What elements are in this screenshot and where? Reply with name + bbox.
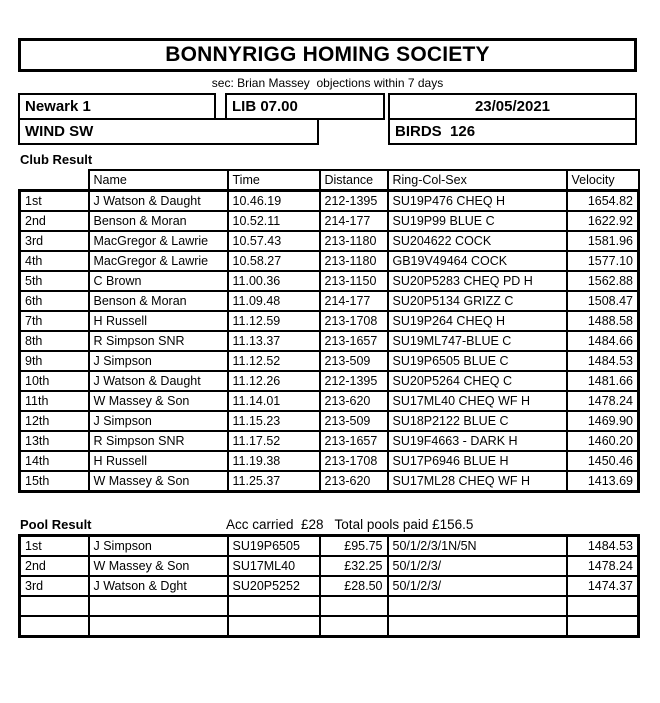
- column-header-name: Name: [89, 170, 228, 191]
- liberation-time-box: LIB 07.00: [225, 93, 385, 120]
- column-header-distance: Distance: [320, 170, 388, 191]
- pool-result-label: Pool Result: [20, 517, 92, 532]
- distance-cell: 213-509: [320, 411, 388, 431]
- fancier-name-cell: MacGregor & Lawrie: [89, 251, 228, 271]
- velocity-cell: 1469.90: [567, 411, 639, 431]
- distance-cell: 213-1708: [320, 311, 388, 331]
- table-row: [20, 556, 639, 576]
- column-header-time: Time: [228, 170, 320, 191]
- time-cell: 11.14.01: [228, 391, 320, 411]
- distance-cell: 212-1395: [320, 191, 388, 212]
- winnings-cell: £95.75: [320, 536, 388, 557]
- time-cell: 11.12.52: [228, 351, 320, 371]
- position-cell: 1st: [20, 191, 89, 212]
- position-cell: 1st: [20, 536, 89, 557]
- table-row: [20, 391, 639, 411]
- velocity-cell: 1413.69: [567, 471, 639, 492]
- ring-cell: SU17ML40: [228, 556, 320, 576]
- fancier-name-cell: MacGregor & Lawrie: [89, 231, 228, 251]
- result-sheet: [18, 38, 637, 638]
- distance-cell: 213-509: [320, 351, 388, 371]
- table-row: [20, 411, 639, 431]
- ring-cell: [228, 616, 320, 637]
- velocity-cell: 1484.53: [567, 351, 639, 371]
- table-row: [20, 251, 639, 271]
- time-cell: 11.19.38: [228, 451, 320, 471]
- time-cell: 11.17.52: [228, 431, 320, 451]
- time-cell: 11.12.59: [228, 311, 320, 331]
- pools-entered-cell: [388, 616, 567, 637]
- ring-col-sex-cell: SU20P5134 GRIZZ C: [388, 291, 567, 311]
- ring-col-sex-cell: SU17P6946 BLUE H: [388, 451, 567, 471]
- winnings-cell: £32.25: [320, 556, 388, 576]
- ring-col-sex-cell: SU19P6505 BLUE C: [388, 351, 567, 371]
- fancier-name-cell: R Simpson SNR: [89, 331, 228, 351]
- race-date-box: 23/05/2021: [388, 93, 637, 120]
- fancier-name-cell: Benson & Moran: [89, 211, 228, 231]
- time-cell: 11.25.37: [228, 471, 320, 492]
- table-row: [20, 311, 639, 331]
- winnings-cell: [320, 616, 388, 637]
- time-cell: 11.00.36: [228, 271, 320, 291]
- fancier-name-cell: [89, 596, 228, 616]
- position-cell: 6th: [20, 291, 89, 311]
- fancier-name-cell: J Watson & Daught: [89, 191, 228, 212]
- velocity-cell: 1450.46: [567, 451, 639, 471]
- ring-col-sex-cell: SU19ML747-BLUE C: [388, 331, 567, 351]
- distance-cell: 213-1180: [320, 251, 388, 271]
- table-row: [20, 351, 639, 371]
- velocity-cell: 1478.24: [567, 391, 639, 411]
- velocity-cell: 1481.66: [567, 371, 639, 391]
- winnings-cell: £28.50: [320, 576, 388, 596]
- ring-col-sex-cell: SU17ML40 CHEQ WF H: [388, 391, 567, 411]
- table-row: [20, 431, 639, 451]
- ring-col-sex-cell: SU204622 COCK: [388, 231, 567, 251]
- fancier-name-cell: J Watson & Daught: [89, 371, 228, 391]
- position-cell: [20, 616, 89, 637]
- position-cell: 14th: [20, 451, 89, 471]
- title-box: [18, 38, 637, 72]
- column-header-ring: Ring-Col-Sex: [388, 170, 567, 191]
- velocity-cell: 1484.66: [567, 331, 639, 351]
- velocity-cell: 1478.24: [567, 556, 639, 576]
- time-cell: 11.12.26: [228, 371, 320, 391]
- pool-summary: Acc carried £28 Total pools paid £156.5: [226, 517, 474, 532]
- position-cell: 4th: [20, 251, 89, 271]
- pools-entered-cell: [388, 596, 567, 616]
- position-cell: 7th: [20, 311, 89, 331]
- fancier-name-cell: H Russell: [89, 311, 228, 331]
- birds-count-box: BIRDS 126: [388, 118, 637, 145]
- table-row: [20, 211, 639, 231]
- fancier-name-cell: J Simpson: [89, 411, 228, 431]
- fancier-name-cell: C Brown: [89, 271, 228, 291]
- column-header-position: [20, 170, 89, 191]
- race-point-box: Newark 1: [18, 93, 216, 120]
- fancier-name-cell: W Massey & Son: [89, 556, 228, 576]
- distance-cell: 213-620: [320, 471, 388, 492]
- position-cell: 9th: [20, 351, 89, 371]
- velocity-cell: 1577.10: [567, 251, 639, 271]
- ring-col-sex-cell: SU18P2122 BLUE C: [388, 411, 567, 431]
- distance-cell: 213-1180: [320, 231, 388, 251]
- distance-cell: 213-1657: [320, 331, 388, 351]
- velocity-cell: 1581.96: [567, 231, 639, 251]
- fancier-name-cell: W Massey & Son: [89, 391, 228, 411]
- pool-result-header: [18, 517, 637, 532]
- position-cell: 8th: [20, 331, 89, 351]
- time-cell: 11.09.48: [228, 291, 320, 311]
- club-result-table: [18, 169, 640, 493]
- distance-cell: 214-177: [320, 211, 388, 231]
- page-title: BONNYRIGG HOMING SOCIETY: [165, 43, 490, 66]
- column-header-velocity: Velocity: [567, 170, 639, 191]
- fancier-name-cell: R Simpson SNR: [89, 431, 228, 451]
- distance-cell: 213-620: [320, 391, 388, 411]
- velocity-cell: 1460.20: [567, 431, 639, 451]
- ring-col-sex-cell: SU20P5283 CHEQ PD H: [388, 271, 567, 291]
- table-row: [20, 471, 639, 492]
- table-row: [20, 231, 639, 251]
- table-row: [20, 616, 639, 637]
- ring-col-sex-cell: SU19P476 CHEQ H: [388, 191, 567, 212]
- time-cell: 10.52.11: [228, 211, 320, 231]
- table-row: [20, 451, 639, 471]
- ring-col-sex-cell: SU19F4663 - DARK H: [388, 431, 567, 451]
- table-row: [20, 536, 639, 557]
- club-result-label: Club Result: [20, 152, 93, 167]
- position-cell: 10th: [20, 371, 89, 391]
- distance-cell: 213-1657: [320, 431, 388, 451]
- fancier-name-cell: J Watson & Dght: [89, 576, 228, 596]
- ring-cell: [228, 596, 320, 616]
- time-cell: 11.13.37: [228, 331, 320, 351]
- position-cell: 3rd: [20, 576, 89, 596]
- position-cell: [20, 596, 89, 616]
- ring-cell: SU19P6505: [228, 536, 320, 557]
- table-row: [20, 291, 639, 311]
- ring-cell: SU20P5252: [228, 576, 320, 596]
- position-cell: 15th: [20, 471, 89, 492]
- position-cell: 3rd: [20, 231, 89, 251]
- wind-box: WIND SW: [18, 118, 319, 145]
- table-row: [20, 371, 639, 391]
- velocity-cell: 1508.47: [567, 291, 639, 311]
- distance-cell: 213-1150: [320, 271, 388, 291]
- table-row: [20, 576, 639, 596]
- time-cell: 11.15.23: [228, 411, 320, 431]
- fancier-name-cell: H Russell: [89, 451, 228, 471]
- time-cell: 10.57.43: [228, 231, 320, 251]
- ring-col-sex-cell: SU20P5264 CHEQ C: [388, 371, 567, 391]
- secretary-note: sec: Brian Massey objections within 7 days: [211, 76, 444, 90]
- table-row: [20, 271, 639, 291]
- fancier-name-cell: J Simpson: [89, 351, 228, 371]
- velocity-cell: 1562.88: [567, 271, 639, 291]
- distance-cell: 214-177: [320, 291, 388, 311]
- pools-entered-cell: 50/1/2/3/: [388, 556, 567, 576]
- velocity-cell: [567, 596, 639, 616]
- distance-cell: 213-1708: [320, 451, 388, 471]
- velocity-cell: 1622.92: [567, 211, 639, 231]
- position-cell: 2nd: [20, 556, 89, 576]
- velocity-cell: 1484.53: [567, 536, 639, 557]
- fancier-name-cell: J Simpson: [89, 536, 228, 557]
- velocity-cell: 1488.58: [567, 311, 639, 331]
- velocity-cell: [567, 616, 639, 637]
- race-info-grid: [18, 93, 637, 146]
- winnings-cell: [320, 596, 388, 616]
- club-result-header: [20, 170, 639, 191]
- ring-col-sex-cell: SU19P99 BLUE C: [388, 211, 567, 231]
- velocity-cell: 1474.37: [567, 576, 639, 596]
- time-cell: 10.46.19: [228, 191, 320, 212]
- pools-entered-cell: 50/1/2/3/1N/5N: [388, 536, 567, 557]
- velocity-cell: 1654.82: [567, 191, 639, 212]
- table-row: [20, 596, 639, 616]
- time-cell: 10.58.27: [228, 251, 320, 271]
- position-cell: 2nd: [20, 211, 89, 231]
- ring-col-sex-cell: SU19P264 CHEQ H: [388, 311, 567, 331]
- fancier-name-cell: Benson & Moran: [89, 291, 228, 311]
- position-cell: 12th: [20, 411, 89, 431]
- ring-col-sex-cell: SU17ML28 CHEQ WF H: [388, 471, 567, 492]
- table-row: [20, 331, 639, 351]
- distance-cell: 212-1395: [320, 371, 388, 391]
- table-row: [20, 191, 639, 212]
- position-cell: 11th: [20, 391, 89, 411]
- pools-entered-cell: 50/1/2/3/: [388, 576, 567, 596]
- position-cell: 13th: [20, 431, 89, 451]
- fancier-name-cell: W Massey & Son: [89, 471, 228, 492]
- fancier-name-cell: [89, 616, 228, 637]
- pool-result-table: [18, 534, 640, 638]
- position-cell: 5th: [20, 271, 89, 291]
- ring-col-sex-cell: GB19V49464 COCK: [388, 251, 567, 271]
